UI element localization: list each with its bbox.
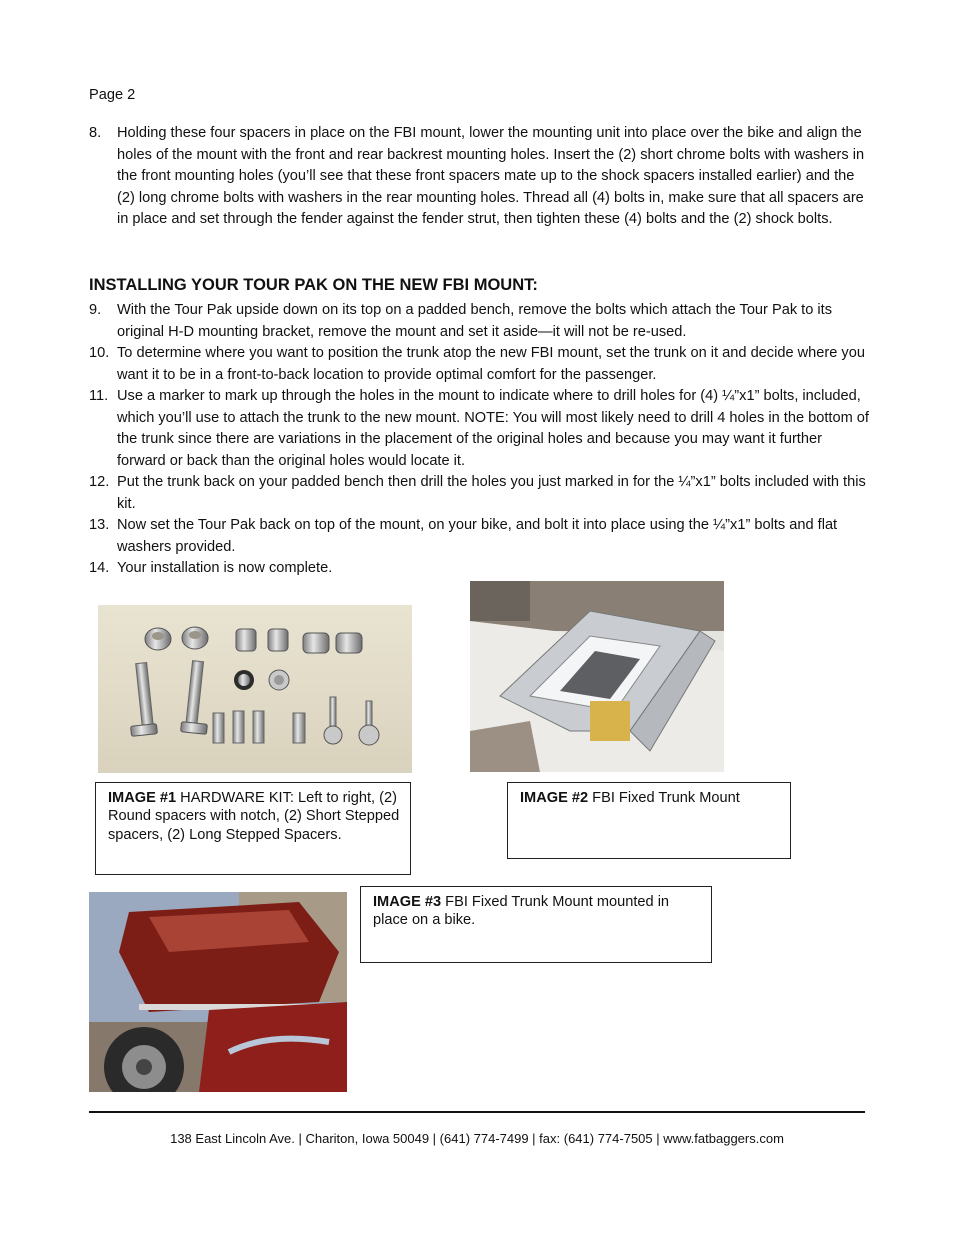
list-item — [89, 300, 869, 343]
list-item — [89, 343, 869, 386]
mounted-trunk-photo — [89, 892, 347, 1092]
image-3-caption — [360, 886, 712, 963]
footer-divider — [89, 1111, 865, 1113]
step-text: Put the trunk back on your padded bench then drill the holes you just marked in for the ¼”x1” bolts included with this kit. — [117, 474, 866, 512]
list-item — [89, 472, 869, 515]
caption-text: FBI Fixed Trunk Mount — [588, 790, 740, 806]
step-text: Holding these four spacers in place on the FBI mount, lower the mounting unit into place over the bike and align the holes of the mount with the front and rear backrest mounting holes. Insert the (2) short chrome bolts with washers in the front mounting holes (you’ll see that these front spacers mate up to the shock spacers installed earlier) and the (2) long chrome bolts with washers in the rear mounting holes. Thread all (4) bolts in, make sure that all spacers are in place and set through the fender against the fender strut, then tighten these (4) bolts and the (2) shock bolts. — [117, 125, 865, 228]
caption-text: HARDWARE KIT: Left to right, (2) Round spacers with notch, (2) Short Stepped spacers, (2) Long Stepped Spacers. — [108, 790, 400, 843]
step-number: 13. — [89, 517, 110, 533]
page-number: Page 2 — [89, 87, 136, 103]
step-number: 10. — [89, 345, 110, 361]
caption-text: FBI Fixed Trunk Mount mounted in place on a bike. — [373, 894, 670, 929]
step-text: Your installation is now complete. — [117, 560, 333, 576]
trunk-mount-photo — [470, 581, 724, 772]
footer-contact: 138 East Lincoln Ave. | Chariton, Iowa 50049 | (641) 774-7499 | fax: (641) 774-7505 | www.fatbaggers.com — [170, 1131, 784, 1146]
image-1-caption — [95, 782, 411, 875]
step-number: 8. — [89, 125, 102, 141]
list-item — [89, 515, 869, 558]
section-heading: INSTALLING YOUR TOUR PAK ON THE NEW FBI MOUNT: — [89, 276, 538, 294]
list-item — [89, 386, 869, 472]
caption-label: IMAGE #2 — [520, 790, 589, 806]
step-text: Use a marker to mark up through the holes in the mount to indicate where to drill holes for (4) ¼”x1” bolts, included, which you’ll use to attach the trunk to the new mount. NOTE: You will most likely need to drill 4 holes in the bottom of the trunk since there are variations in the placement of the original holes and because you may want it further forward or back than the original holes would locate it. — [117, 388, 869, 469]
image-2-caption — [507, 782, 791, 859]
list-item — [89, 558, 869, 580]
caption-label: IMAGE #3 — [373, 894, 442, 910]
step-text: Now set the Tour Pak back on top of the mount, on your bike, and bolt it into place using the ¼”x1” bolts and flat washers provided. — [117, 517, 838, 555]
caption-label: IMAGE #1 — [108, 790, 177, 806]
step-number: 11. — [89, 388, 109, 404]
step-number: 12. — [89, 474, 110, 490]
step-text: To determine where you want to position the trunk atop the new FBI mount, set the trunk on it and decide where you want it to be in a front-to-back location to provide optimal comfort for the passenger. — [117, 345, 865, 383]
step-number: 14. — [89, 560, 110, 576]
hardware-kit-photo — [98, 605, 412, 773]
list-item — [89, 123, 869, 231]
step-number: 9. — [89, 302, 102, 318]
step-text: With the Tour Pak upside down on its top on a padded bench, remove the bolts which attach the Tour Pak to its original H-D mounting bracket, remove the mount and set it aside—it will not be re-used. — [117, 302, 832, 340]
